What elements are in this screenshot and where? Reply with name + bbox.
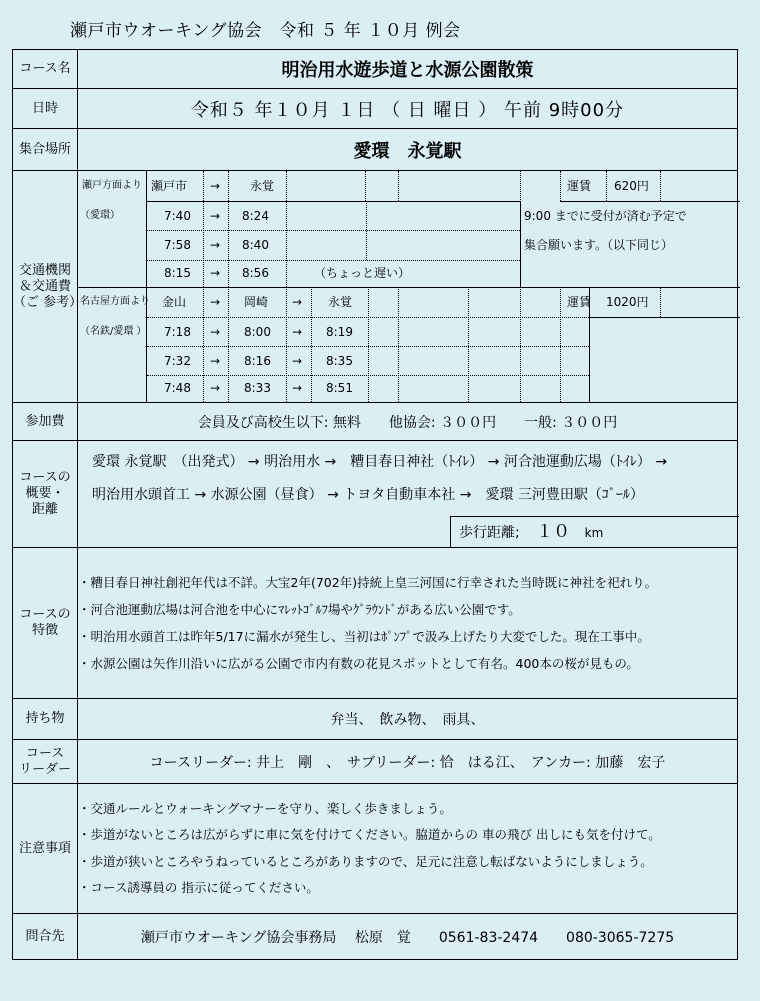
nagoya-route-transfer: 岡崎 (244, 295, 269, 309)
course-name: 明治用水遊歩道と水源公園散策 (78, 50, 738, 89)
leaders-label-line: リーダー (18, 761, 71, 777)
nagoya-line-label: （名鉄/愛環 ） (80, 326, 147, 337)
overview-content (78, 441, 738, 548)
seto-route-destination: 永覚 (250, 179, 275, 193)
leaders-label-line: コース (25, 745, 65, 761)
seto-fare-label: 運賃 (567, 179, 592, 193)
nagoya-fare: 1020円 (606, 295, 649, 309)
transport-grid-cell (78, 171, 738, 403)
distance-unit: km (584, 526, 604, 540)
transport-label (13, 171, 83, 403)
nagoya-transfer-2: 8:16 (244, 354, 271, 368)
event-info-table (12, 49, 738, 960)
caution-item: ・交通ルールとウォーキングマナーを守り、楽しく歩きましょう。 (78, 800, 452, 816)
seto-depart-2: 7:58 (164, 238, 191, 252)
overview-row (13, 441, 738, 548)
caution-item: ・コース誘導員の 指示に従ってください。 (78, 880, 319, 895)
contact-label: 問合先 (13, 914, 78, 960)
nagoya-arrow-2a: → (210, 354, 221, 368)
transport-note-line2: 集合願います。（以下同じ） (524, 238, 674, 252)
belongings-value: 弁当、 飲み物、 雨具、 (78, 699, 738, 740)
transport-label-line: 交通機関 (18, 262, 71, 278)
nagoya-route-destination: 永覚 (328, 295, 353, 309)
contact-row (13, 914, 738, 960)
features-label-line: 特徴 (31, 623, 58, 638)
caution-item: ・歩道が狭いところやうねっているところがありますので、足元に注意し転ばないようにしましょう。 (78, 853, 653, 869)
overview-label-line: 概要・ (25, 486, 65, 501)
features-label (13, 548, 78, 699)
seto-route-origin: 瀬戸市 (151, 179, 188, 193)
nagoya-transfer-1: 8:00 (244, 325, 271, 339)
seto-arrive-3: 8:56 (242, 266, 269, 280)
seto-late-note: （ちょっと遅い） (314, 266, 411, 280)
distance-value: １０ (536, 522, 571, 542)
features-row (13, 548, 738, 699)
leaders-label (13, 740, 78, 784)
transport-note-line1: 9:00 までに受付が済む予定で (524, 209, 687, 223)
belongings-row (13, 699, 738, 740)
course-label: コース名 (13, 50, 78, 89)
cautions-list (78, 784, 738, 914)
overview-label-line: 距離 (31, 502, 58, 517)
belongings-label: 持ち物 (13, 699, 78, 740)
nagoya-arrow-2b: → (292, 354, 303, 368)
nagoya-depart-3: 7:48 (164, 381, 191, 395)
seto-arrow-1: → (210, 209, 221, 223)
datetime-row (13, 89, 738, 129)
seto-fare: 620円 (614, 179, 649, 193)
contact-value: 瀬戸市ウオーキング協会事務局 松原 覚 0561-83-2474 080-3065-7275 (78, 914, 738, 960)
seto-route-arrow: → (210, 179, 221, 193)
nagoya-depart-2: 7:32 (164, 354, 191, 368)
seto-depart-3: 8:15 (164, 266, 191, 280)
overview-label (13, 441, 78, 548)
seto-arrive-2: 8:40 (242, 238, 269, 252)
seto-arrive-1: 8:24 (242, 209, 269, 223)
datetime-label: 日時 (13, 89, 78, 129)
transport-row (13, 171, 738, 403)
nagoya-arrive-3: 8:51 (326, 381, 353, 395)
datetime-value: 令和５ 年１０月 １日 （ 日 曜日 ） 午前 9時00分 (78, 89, 738, 129)
overview-route-line2: 明治用水頭首工 → 水源公園（昼食） → トヨタ自動車本社 → 愛環 三河豊田駅（ｺﾞｰﾙ） (92, 487, 644, 503)
distance-label: 歩行距離; (459, 525, 520, 541)
nagoya-route-origin: 金山 (162, 295, 187, 309)
nagoya-arrow-3b: → (292, 381, 303, 395)
nagoya-arrive-2: 8:35 (326, 354, 353, 368)
nagoya-arrow-3a: → (210, 381, 221, 395)
features-label-line: コースの (19, 607, 71, 622)
meeting-label: 集合場所 (13, 129, 78, 171)
transport-label-line: （ご 参考） (13, 294, 83, 310)
feature-item: ・明治用水頭首工は昨年5/17に漏水が発生し、当初はﾎﾟﾝﾌﾟで汲み上げたり大変でした。現在工事中。 (78, 629, 650, 644)
nagoya-fare-label: 運賃 (567, 295, 592, 309)
transport-label-line: ＆交通費 (18, 278, 71, 294)
fee-label: 参加費 (13, 403, 78, 441)
seto-line-label: （愛環） (80, 210, 120, 221)
distance-box (450, 516, 739, 547)
nagoya-route-arrow: → (210, 295, 221, 309)
fee-row (13, 403, 738, 441)
nagoya-from-label: 名古屋方面より (80, 296, 150, 307)
transport-grid (78, 171, 740, 402)
seto-arrow-2: → (210, 238, 221, 252)
seto-from-label: 瀬戸方面より (82, 180, 142, 191)
feature-item: ・河合池運動広場は河合池を中心にﾏﾚｯﾄｺﾞﾙﾌ場やｸﾞﾗｳﾝﾄﾞがある広い公園です。 (78, 602, 521, 617)
nagoya-arrive-1: 8:19 (326, 325, 353, 339)
cautions-label: 注意事項 (13, 784, 78, 914)
meeting-place: 愛環 永覚駅 (78, 129, 738, 171)
features-list (78, 548, 738, 699)
nagoya-route-arrow: → (292, 295, 303, 309)
feature-item: ・水源公園は矢作川沿いに広がる公園で市内有数の花見スポットとして有名。400本の桜が見もの。 (78, 656, 639, 671)
seto-arrow-3: → (210, 266, 221, 280)
seto-depart-1: 7:40 (164, 209, 191, 223)
nagoya-transfer-3: 8:33 (244, 381, 271, 395)
cautions-row (13, 784, 738, 914)
nagoya-depart-1: 7:18 (164, 325, 191, 339)
leaders-value: コースリーダー: 井上 剛 、 サブリーダー: 恰 はる江、 アンカー: 加藤 宏子 (78, 740, 738, 784)
overview-route-line1: 愛環 永覚駅 （出発式） → 明治用水 → 糟目春日神社（ﾄｲﾚ） → 河合池運動広場（ﾄｲﾚ） → (92, 454, 668, 470)
nagoya-arrow-1a: → (210, 325, 221, 339)
document-title: 瀬戸市ウオーキング協会 令和 ５ 年 １０月 例会 (70, 21, 461, 41)
feature-item: ・糟目春日神社創祀年代は不詳。大宝2年(702年)持統上皇三河国に行幸された当時既に神社を祀れり。 (78, 575, 658, 590)
caution-item: ・歩道がないところは広がらずに車に気を付けてください。脇道からの 車の飛び 出しにも気を付けて。 (78, 827, 661, 842)
fee-value: 会員及び高校生以下: 無料 他協会: ３００円 一般: ３００円 (78, 403, 738, 441)
course-row (13, 50, 738, 89)
overview-label-line: コースの (19, 470, 71, 485)
nagoya-arrow-1b: → (292, 325, 303, 339)
meeting-row (13, 129, 738, 171)
leaders-row (13, 740, 738, 784)
